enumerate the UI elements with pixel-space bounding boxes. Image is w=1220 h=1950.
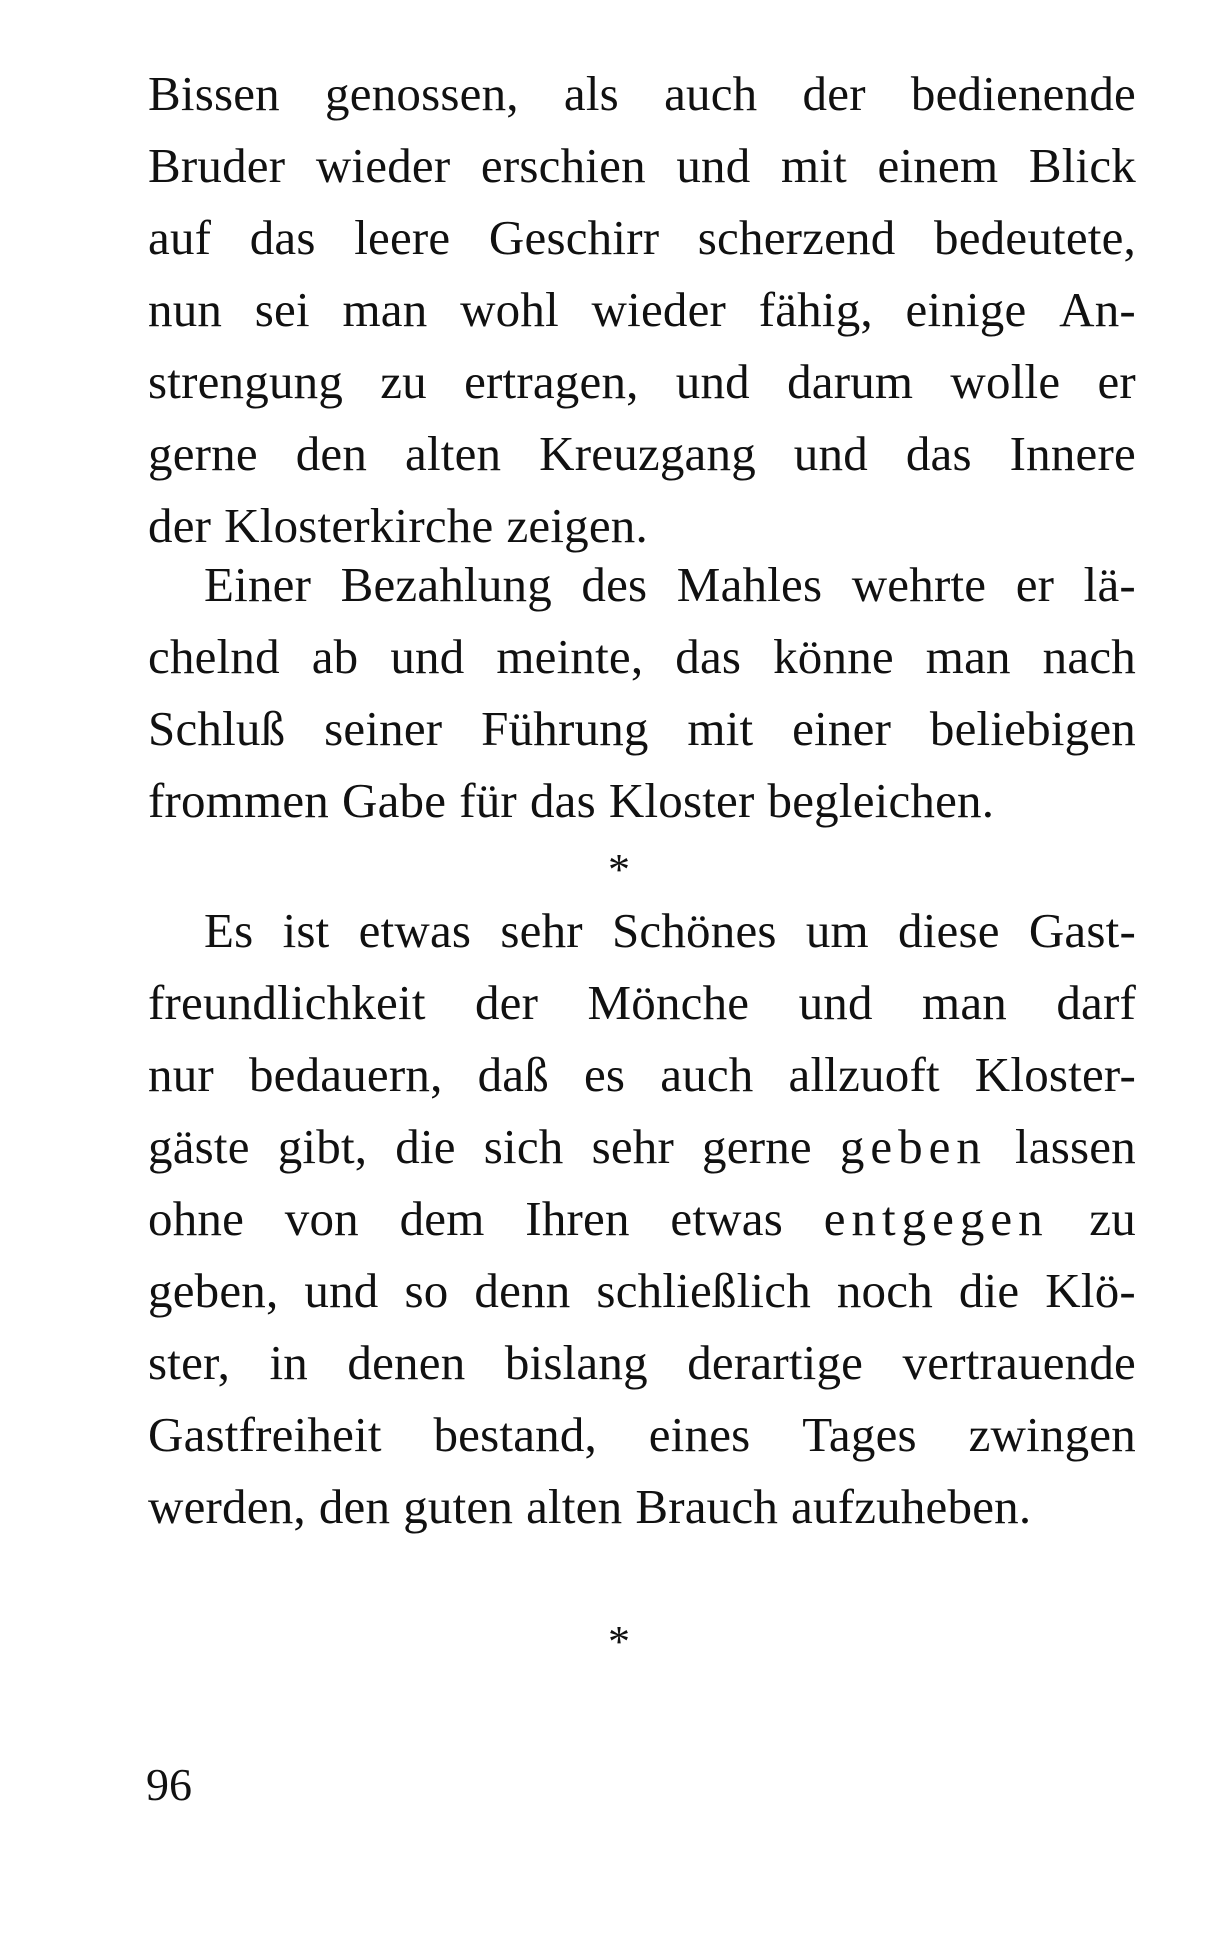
word: zu — [380, 354, 427, 409]
word: Klö- — [1045, 1263, 1136, 1318]
word: er — [1097, 354, 1136, 409]
word: frommen — [148, 773, 330, 828]
word: man — [342, 282, 428, 337]
text-line — [148, 418, 1136, 490]
word: mit — [687, 701, 754, 756]
word: nur — [148, 1047, 214, 1102]
word: eines — [648, 1407, 751, 1462]
word: aufzuheben. — [791, 1479, 1032, 1534]
word: Schönes — [611, 903, 777, 958]
word: von — [284, 1191, 359, 1246]
word: bedienende — [910, 66, 1136, 121]
text-line — [148, 130, 1136, 202]
word: sehr — [500, 903, 583, 958]
word: Schluß — [148, 701, 286, 756]
text-line — [148, 1111, 1136, 1183]
word: der — [802, 66, 866, 121]
word: freundlichkeit — [148, 975, 426, 1030]
section-separator-end: * — [608, 1617, 630, 1666]
word: dem — [399, 1191, 485, 1246]
word: wehrte — [851, 557, 987, 612]
word: begleichen. — [767, 773, 995, 828]
word: das — [529, 773, 596, 828]
word: den — [318, 1479, 391, 1534]
text-line — [148, 1399, 1136, 1471]
word: meinte, — [496, 629, 644, 684]
text-line — [148, 549, 1136, 621]
text-line — [148, 895, 1136, 967]
word: diese — [898, 903, 1000, 958]
word: ist — [282, 903, 330, 958]
word: derartige — [687, 1335, 864, 1390]
word: alten — [526, 1479, 623, 1534]
word: ab — [311, 629, 359, 684]
text-line — [148, 202, 1136, 274]
word: so — [404, 1263, 449, 1318]
word: denn — [474, 1263, 571, 1318]
word: nach — [1042, 629, 1136, 684]
text-line — [148, 967, 1136, 1039]
word: Führung — [481, 701, 649, 756]
word: einem — [877, 138, 999, 193]
word: Mahles — [676, 557, 823, 612]
word: und — [676, 138, 751, 193]
word: darum — [787, 354, 914, 409]
word: das — [249, 210, 316, 265]
word: zwingen — [968, 1407, 1136, 1462]
word: gibt, — [277, 1119, 368, 1174]
word: lassen — [1014, 1119, 1136, 1174]
word: nun — [148, 282, 223, 337]
word: als — [563, 66, 619, 121]
word: geben, — [148, 1263, 279, 1318]
word: wolle — [950, 354, 1061, 409]
word: Brauch — [635, 1479, 779, 1534]
text-line — [148, 274, 1136, 346]
word: Ihren — [525, 1191, 630, 1246]
text-line — [148, 621, 1136, 693]
paragraph-1 — [148, 58, 1136, 562]
word: könne — [773, 629, 894, 684]
text-line — [148, 1039, 1136, 1111]
text-line — [148, 58, 1136, 130]
text-line — [148, 1183, 1136, 1255]
word: sei — [254, 282, 310, 337]
word: noch — [836, 1263, 933, 1318]
word: auf — [148, 210, 212, 265]
word: und — [798, 975, 873, 1030]
word: daß — [477, 1047, 549, 1102]
word: Blick — [1028, 138, 1136, 193]
word: erschien — [480, 138, 646, 193]
text-line — [148, 1255, 1136, 1327]
word: bedauern, — [248, 1047, 443, 1102]
word: Bezahlung — [340, 557, 552, 612]
word: leere — [354, 210, 451, 265]
word: Kloster — [608, 773, 755, 828]
word: und — [304, 1263, 379, 1318]
word: Tages — [802, 1407, 917, 1462]
word: Einer — [204, 557, 312, 612]
word: ohne — [148, 1191, 245, 1246]
word: gerne — [702, 1119, 812, 1174]
word: etwas — [670, 1191, 783, 1246]
word: Geschirr — [488, 210, 660, 265]
word: man — [925, 629, 1011, 684]
word: die — [958, 1263, 1020, 1318]
word: Kreuzgang — [539, 426, 756, 481]
word: lä- — [1083, 557, 1136, 612]
word: der — [148, 498, 212, 553]
word: auch — [664, 66, 758, 121]
word: sehr — [591, 1119, 674, 1174]
word: es — [583, 1047, 626, 1102]
word: für — [459, 773, 517, 828]
word: des — [581, 557, 648, 612]
word: allzuoft — [788, 1047, 940, 1102]
word: und — [675, 354, 750, 409]
word: das — [675, 629, 742, 684]
word: beliebigen — [929, 701, 1136, 756]
text-line — [148, 1471, 1136, 1543]
word: Gast- — [1028, 903, 1136, 958]
text-line — [148, 346, 1136, 418]
word: Bissen — [148, 66, 280, 121]
word: in — [269, 1335, 308, 1390]
page-number: 96 — [146, 1759, 192, 1810]
text-line — [148, 765, 1136, 837]
word: etwas — [358, 903, 472, 958]
word: den — [295, 426, 368, 481]
word: ster, — [148, 1335, 231, 1390]
word: alten — [405, 426, 502, 481]
word: auch — [660, 1047, 754, 1102]
word: einige — [905, 282, 1027, 337]
word: guten — [403, 1479, 514, 1534]
word: chelnd — [148, 629, 280, 684]
word: wohl — [460, 282, 559, 337]
word: zeigen. — [506, 498, 648, 553]
word: Mönche — [587, 975, 750, 1030]
word: wieder — [591, 282, 727, 337]
word: Bruder — [148, 138, 286, 193]
word: denen — [347, 1335, 466, 1390]
word: scherzend — [697, 210, 896, 265]
word: zu — [1089, 1191, 1136, 1246]
word: sich — [483, 1119, 564, 1174]
word: Innere — [1009, 426, 1136, 481]
word: genossen, — [325, 66, 519, 121]
word: werden, — [148, 1479, 306, 1534]
paragraph-2 — [148, 549, 1136, 837]
word: seiner — [324, 701, 443, 756]
word: das — [905, 426, 972, 481]
word: gäste — [148, 1119, 250, 1174]
text-line — [148, 693, 1136, 765]
word: bedeutete, — [934, 210, 1136, 265]
word: Gastfreiheit — [148, 1407, 382, 1462]
word: Klosterkirche — [224, 498, 494, 553]
word: er — [1015, 557, 1055, 612]
word: bislang — [504, 1335, 648, 1390]
text-line — [148, 1327, 1136, 1399]
word: man — [922, 975, 1007, 1030]
word: gerne — [148, 426, 258, 481]
word: entgegen — [823, 1191, 1049, 1246]
word: um — [805, 903, 869, 958]
word: einer — [792, 701, 892, 756]
word: Kloster- — [974, 1047, 1136, 1102]
word: und — [390, 629, 465, 684]
paragraph-3 — [148, 895, 1136, 1543]
word: darf — [1056, 975, 1136, 1030]
word: fähig, — [758, 282, 873, 337]
word: die — [395, 1119, 456, 1174]
word: Es — [204, 903, 254, 958]
word: der — [474, 975, 539, 1030]
word: mit — [781, 138, 847, 193]
word: geben — [839, 1119, 987, 1174]
word: ertragen, — [464, 354, 639, 409]
section-separator: * — [608, 845, 630, 894]
word: strengung — [148, 354, 344, 409]
word: Gabe — [342, 773, 447, 828]
word: vertrauende — [902, 1335, 1136, 1390]
word: bestand, — [433, 1407, 597, 1462]
word: schließlich — [596, 1263, 811, 1318]
word: wieder — [315, 138, 451, 193]
word: und — [793, 426, 868, 481]
word: An- — [1059, 282, 1136, 337]
